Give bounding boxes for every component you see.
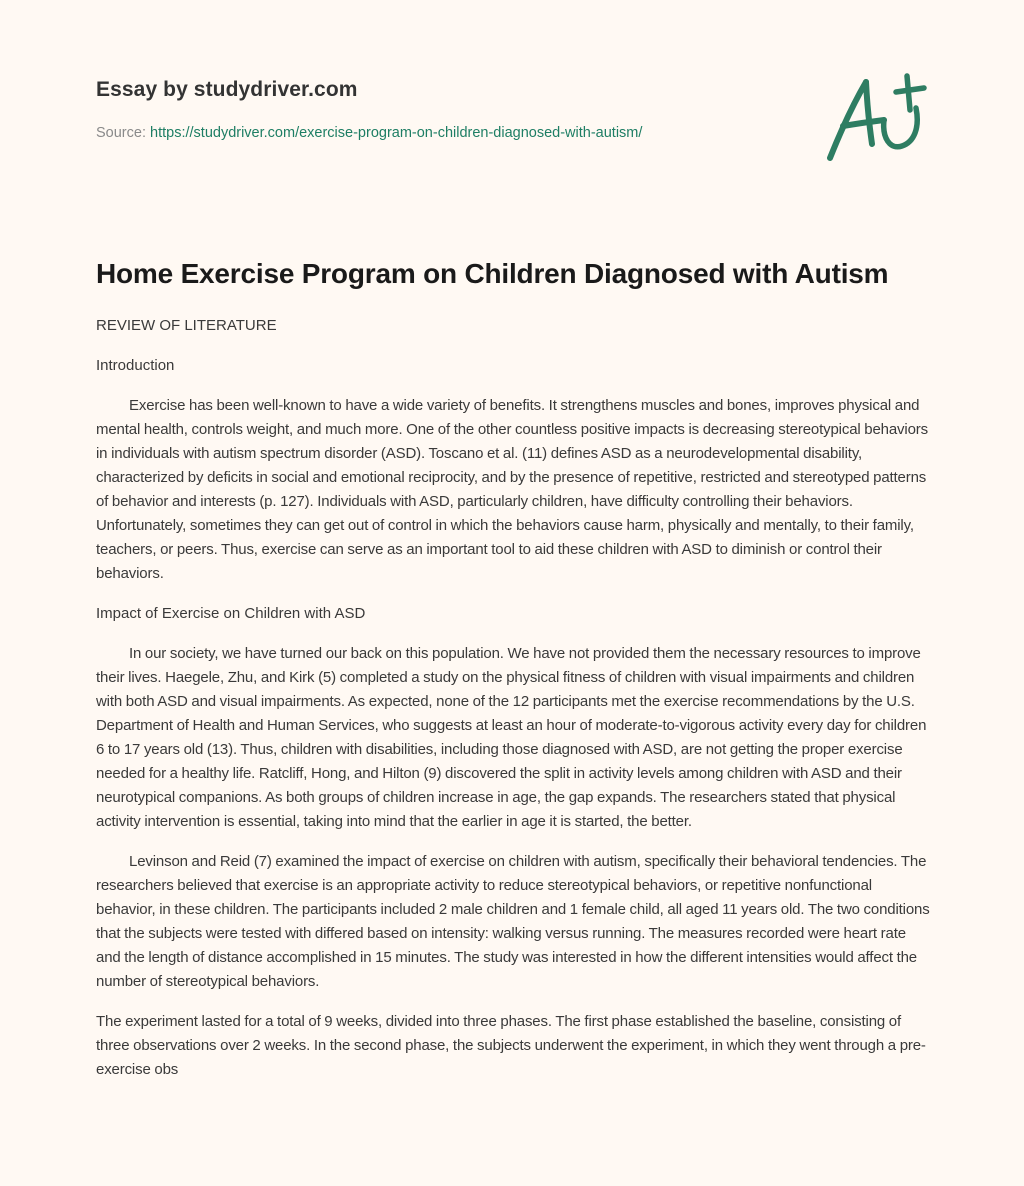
source-label: Source: [96,125,146,141]
intro-heading: Introduction [96,357,175,374]
page-title: Home Exercise Program on Children Diagnosed with Autism [96,258,889,289]
source-line [96,124,796,142]
impact-heading: Impact of Exercise on Children with ASD [96,605,366,622]
a-plus-grade-icon [820,68,930,168]
impact-paragraph: In our society, we have turned our back on this population. We have not provided them the necessary resources to improve their lives. Haegele, Zhu, and Kirk (5) completed a study on the physical fitness of children with visual impairments and children with both ASD and visual impairments. As expected, none of the 12 participants met the exercise recommendations by the U.S. Department of Health and Human Services, who suggests at least an hour of moderate-to-vigorous activity every day for children 6 to 17 years old (13). Thus, children with disabilities, including those diagnosed with ASD, are not getting the proper exercise needed for a healthy life. Ratcliff, Hong, and Hilton (9) discovered the split in activity levels among children with ASD and their neurotypical companions. As both groups of children increase in age, the gap expands. The researchers stated that physical activity intervention is essential, taking into mind that the earlier in age it is started, the better. [96,645,927,830]
site-header [96,76,796,142]
experiment-paragraph: The experiment lasted for a total of 9 weeks, divided into three phases. The first phase established the baseline, consisting of three observations over 2 weeks. In the second phase, the subjects underwent the experiment, in which they went through a pre-exercise obs [96,1013,926,1078]
levinson-paragraph: Levinson and Reid (7) examined the impact of exercise on children with autism, specifically their behavioral tendencies. The researchers believed that exercise is an appropriate activity to reduce stereotypical behaviors, or repetitive nonfunctional behavior, in these children. The participants included 2 male children and 1 female child, all aged 11 years old. The two conditions that the subjects were tested with differed based on intensity: walking versus running. The measures recorded were heart rate and the length of distance accomplished in 15 minutes. The study was interested in how the different intensities would affect the number of stereotypical behaviors. [96,853,930,990]
site-title: Essay by studydriver.com [96,78,358,101]
source-link[interactable]: https://studydriver.com/exercise-program-on-children-diagnosed-with-autism/ [150,125,643,141]
review-heading: REVIEW OF LITERATURE [96,317,277,334]
essay-content [96,254,932,1098]
intro-paragraph: Exercise has been well-known to have a wide variety of benefits. It strengthens muscles and bones, improves physical and mental health, controls weight, and much more. One of the other countless positive impacts is decreasing stereotypical behaviors in individuals with autism spectrum disorder (ASD). Toscano et al. (11) defines ASD as a neurodevelopmental disability, characterized by deficits in social and emotional reciprocity, and by the presence of repetitive, restricted and stereotyped patterns of behavior and interests (p. 127). Individuals with ASD, particularly children, have difficulty controlling their behaviors. Unfortunately, sometimes they can get out of control in which the behaviors cause harm, physically and mentally, to their family, teachers, or peers. Thus, exercise can serve as an important tool to aid these children with ASD to diminish or control their behaviors. [96,397,928,582]
